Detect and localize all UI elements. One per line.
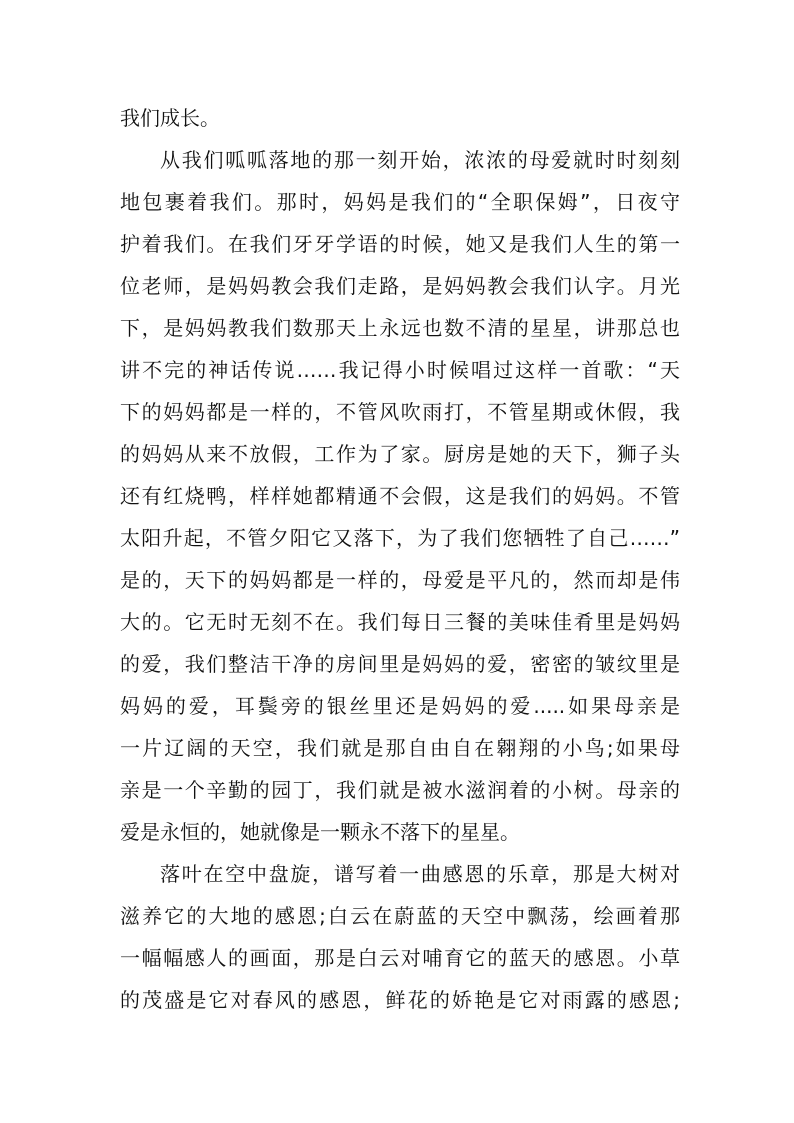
text-line: 下的妈妈都是一样的，不管风吹雨打，不管星期或休假，我 (120, 400, 680, 424)
text-line: 位老师，是妈妈教会我们走路，是妈妈教会我们认字。月光 (120, 274, 680, 298)
text-line: 滋养它的大地的感恩;白云在蔚蓝的天空中飘荡，绘画着那 (120, 904, 680, 928)
text-line: 的妈妈从来不放假，工作为了家。厨房是她的天下，狮子头 (120, 442, 680, 466)
text-line: 下，是妈妈教我们数那天上永远也数不清的星星，讲那总也 (120, 316, 680, 340)
paragraph-first-line: 从我们呱呱落地的那一刻开始，浓浓的母爱就时时刻刻 (160, 148, 680, 172)
text-line: 一片辽阔的天空，我们就是那自由自在翱翔的小鸟;如果母 (120, 736, 680, 760)
text-line: 亲是一个辛勤的园丁，我们就是被水滋润着的小树。母亲的 (120, 778, 680, 802)
text-line: 我们成长。 (120, 106, 220, 130)
text-line: 妈妈的爱，耳鬓旁的银丝里还是妈妈的爱.....如果母亲是 (120, 694, 680, 718)
text-line: 护着我们。在我们牙牙学语的时候，她又是我们人生的第一 (120, 232, 680, 256)
text-line: 一幅幅感人的画面，那是白云对哺育它的蓝天的感恩。小草 (120, 946, 680, 970)
text-line: 还有红烧鸭，样样她都精通不会假，这是我们的妈妈。不管 (120, 484, 680, 508)
text-line: 太阳升起，不管夕阳它又落下，为了我们您牺牲了自己……” (120, 526, 680, 550)
text-line: 的茂盛是它对春风的感恩，鲜花的娇艳是它对雨露的感恩; (120, 988, 680, 1012)
text-line: 爱是永恒的，她就像是一颗永不落下的星星。 (120, 820, 520, 844)
text-line: 大的。它无时无刻不在。我们每日三餐的美味佳肴里是妈妈 (120, 610, 680, 634)
paragraph-first-line: 落叶在空中盘旋，谱写着一曲感恩的乐章，那是大树对 (160, 862, 680, 886)
text-line: 的爱，我们整洁干净的房间里是妈妈的爱，密密的皱纹里是 (120, 652, 680, 676)
text-line: 是的，天下的妈妈都是一样的，母爱是平凡的，然而却是伟 (120, 568, 680, 592)
text-line: 讲不完的神话传说……我记得小时候唱过这样一首歌：“天 (120, 358, 680, 382)
text-line: 地包裹着我们。那时，妈妈是我们的“全职保姆”，日夜守 (120, 190, 680, 214)
